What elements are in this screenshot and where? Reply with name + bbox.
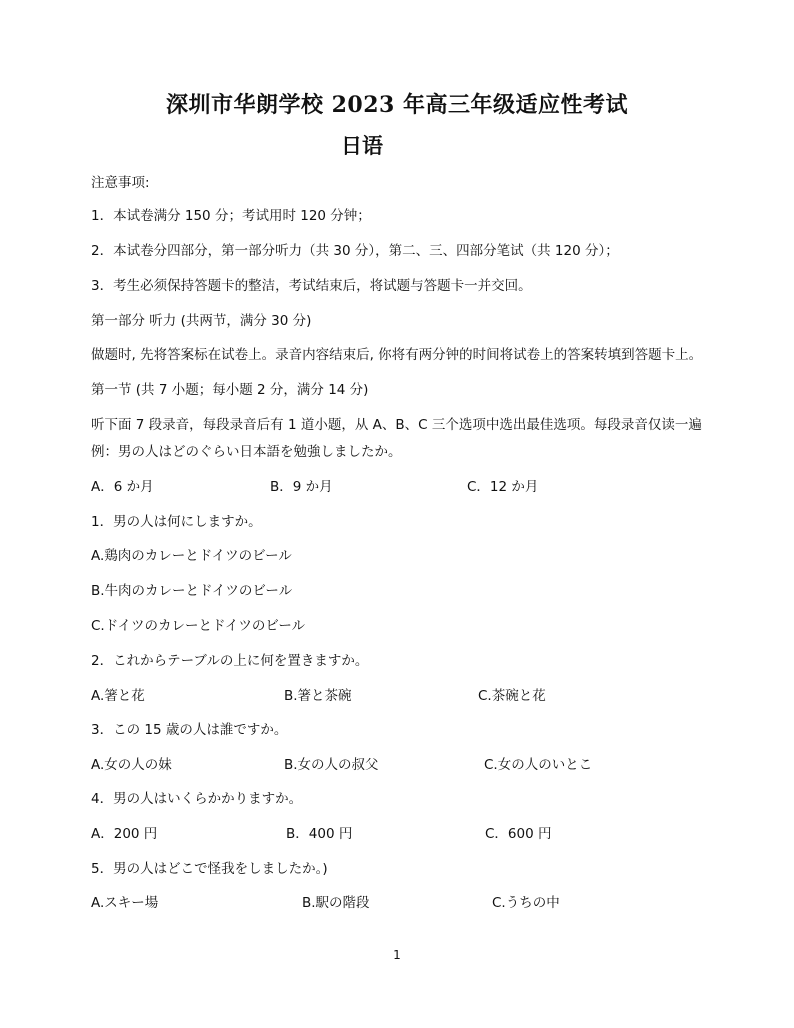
example-option-a: A．6 か月 — [91, 479, 154, 495]
question-3: 3．この 15 歳の人は誰ですか。 — [91, 722, 288, 738]
question-2-option-b: B.箸と茶碗 — [284, 688, 352, 704]
exam-subject: 日语 — [341, 133, 383, 158]
question-1-option-c: C.ドイツのカレーとドイツのビール — [91, 618, 306, 634]
section1-instruction: 听下面 7 段录音，每段录音后有 1 道小题，从 A、B、C 三个选项中选出最佳选项。每段录音仅读一遍 — [91, 417, 702, 433]
exam-title: 深圳市华朗学校 2023 年高三年级适应性考试 — [165, 92, 629, 118]
example-option-b: B．9 か月 — [270, 479, 333, 495]
question-1: 1．男の人は何にしますか。 — [91, 514, 262, 530]
question-5-option-b: B.駅の階段 — [302, 895, 370, 911]
part1-heading: 第一部分 听力 (共两节，满分 30 分) — [91, 313, 312, 329]
note-item: 3．考生必须保持答题卡的整洁，考试结束后，将试题与答题卡一并交回。 — [91, 278, 532, 294]
part1-instruction: 做题时, 先将答案标在试卷上。录音内容结束后, 你将有两分钟的时间将试卷上的答案转填到答题卡上。 — [91, 347, 703, 363]
notes-heading: 注意事项: — [91, 175, 150, 191]
note-item: 2．本试卷分四部分，第一部分听力（共 30 分），第二、三、四部分笔试（共 120 分）； — [91, 243, 619, 259]
question-4-option-b: B．400 円 — [286, 826, 353, 842]
page-number: 1 — [393, 948, 401, 962]
question-2: 2．これからテーブルの上に何を置きますか。 — [91, 653, 369, 669]
question-3-option-b: B.女の人の叔父 — [284, 757, 379, 773]
example-question: 例：男の人はどのぐらい日本語を勉強しましたか。 — [91, 444, 402, 460]
question-4: 4．男の人はいくらかかりますか。 — [91, 791, 303, 807]
question-5: 5．男の人はどこで怪我をしましたか。) — [91, 861, 328, 877]
section1-heading: 第一节 (共 7 小题；每小题 2 分，满分 14 分) — [91, 382, 369, 398]
note-item: 1．本试卷满分 150 分；考试用时 120 分钟； — [91, 208, 371, 224]
question-4-option-c: C．600 円 — [485, 826, 552, 842]
question-1-option-a: A.鶏肉のカレーとドイツのビール — [91, 548, 292, 564]
question-3-option-a: A.女の人の妹 — [91, 757, 172, 773]
example-option-c: C．12 か月 — [467, 479, 539, 495]
question-3-option-c: C.女の人のいとこ — [484, 757, 593, 773]
question-1-option-b: B.牛肉のカレーとドイツのビール — [91, 583, 293, 599]
question-2-option-c: C.茶碗と花 — [478, 688, 546, 704]
question-4-option-a: A．200 円 — [91, 826, 158, 842]
question-5-option-a: A.スキー場 — [91, 895, 159, 911]
question-2-option-a: A.箸と花 — [91, 688, 145, 704]
question-5-option-c: C.うちの中 — [492, 895, 560, 911]
